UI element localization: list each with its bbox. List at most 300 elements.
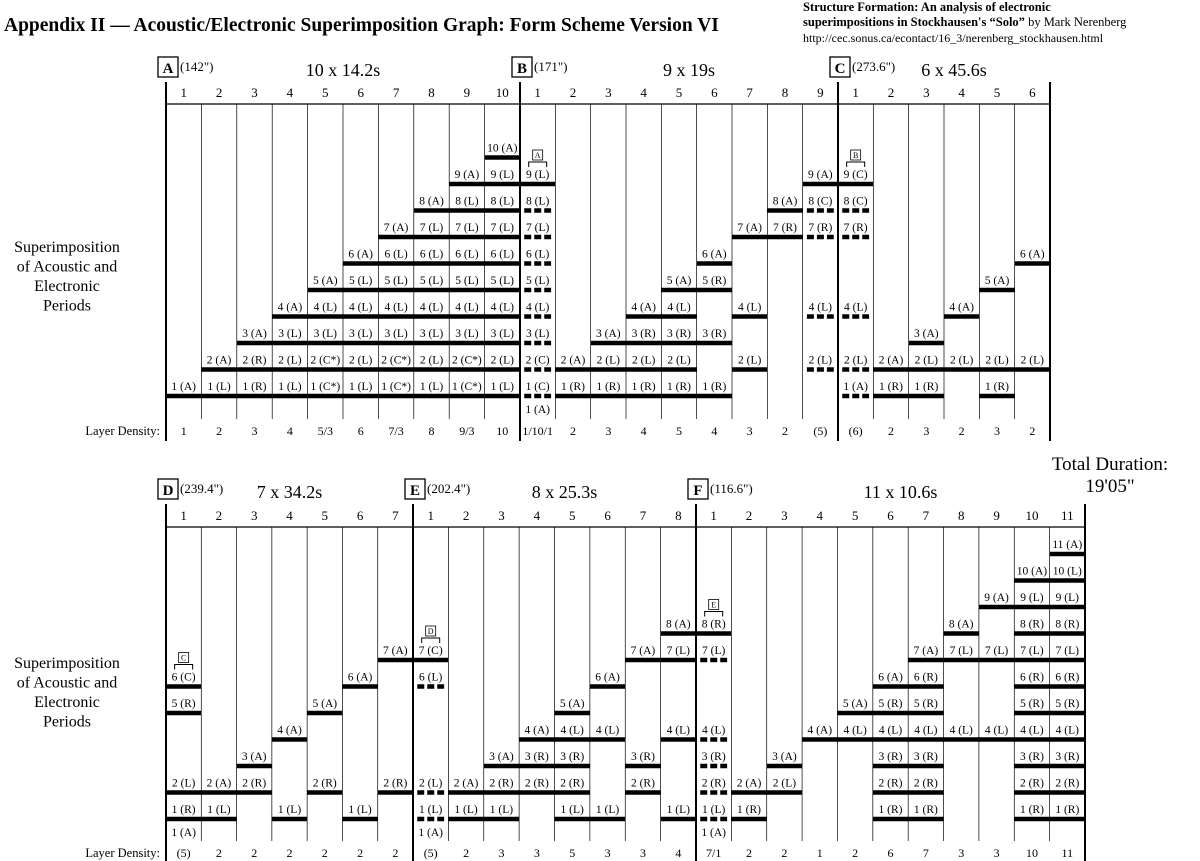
layer-label: 4 (L): [738, 301, 762, 314]
sub-first-label: 1 (A): [525, 404, 550, 416]
section-heading: 11 x 10.6s: [863, 482, 938, 502]
layer-label: 4 (L): [843, 724, 867, 737]
layer-label: 6 (R): [913, 671, 938, 684]
layer-label: 1 (L): [595, 804, 620, 816]
layer-density: 3: [993, 846, 1000, 860]
layer-label: 8 (R): [1019, 618, 1044, 631]
layer-label: 3 (R): [630, 751, 655, 763]
layer-label: 3 (L): [349, 328, 373, 340]
layer-label: 2 (A): [560, 354, 586, 367]
column-number: 9: [993, 508, 1000, 523]
left-label-line: Periods: [43, 297, 91, 315]
layer-label: 3 (R): [631, 328, 656, 340]
layer-density: 3: [604, 846, 611, 860]
column-number: 5: [675, 85, 683, 100]
column-number: 11: [1061, 508, 1074, 523]
layer-label: 1 (R): [561, 381, 585, 393]
section-d: [158, 479, 413, 861]
layer-label: 1 (L): [560, 804, 584, 816]
layer-label: 2 (C*): [452, 354, 482, 367]
layer-label: 2 (L): [632, 354, 656, 367]
layer-label: 1 (C*): [310, 381, 341, 393]
layer-label: 1 (L): [489, 804, 514, 816]
layer-label: 1 (L): [278, 381, 302, 393]
column-number: 10: [495, 85, 509, 100]
layer-label: 1 (R): [1019, 804, 1044, 816]
layer-label: 9 (A): [808, 169, 833, 181]
section-letter: B: [516, 61, 528, 77]
layer-label: 5 (L): [526, 275, 550, 287]
layer-label: 2 (R): [383, 777, 408, 790]
layer-label: 1 (R): [1055, 804, 1080, 816]
layer-label: 4 (A): [631, 301, 656, 314]
layer-label: 7 (L): [666, 645, 690, 657]
layer-label: 1 (R): [879, 381, 903, 393]
layer-label: 2 (R): [913, 777, 938, 790]
layer-label: 4 (A): [524, 724, 550, 737]
layer-density: 2: [392, 846, 399, 860]
rows-layer: [14, 57, 1085, 861]
layer-label: 1 (L): [207, 381, 231, 393]
sub-first-label: 1 (A): [171, 827, 196, 839]
layer-label: 6 (C): [171, 671, 196, 684]
layer-density: 2: [357, 846, 364, 860]
layer-label: 7 (R): [808, 222, 833, 234]
layer-density: 1/10/1: [522, 424, 554, 438]
layer-density: 2: [781, 846, 788, 860]
column-number: 4: [286, 85, 294, 100]
total-duration-label: Total Duration:: [1051, 454, 1169, 475]
layer-label: 3 (R): [913, 751, 938, 763]
density-label: Layer Density:: [85, 846, 160, 860]
column-number: 1: [852, 85, 859, 100]
layer-label: 5 (A): [984, 275, 1010, 287]
layer-label: 6 (L): [419, 671, 443, 684]
layer-label: 8 (L): [455, 195, 479, 208]
layer-label: 1 (R): [878, 804, 903, 816]
layer-label: 7 (L): [949, 645, 973, 657]
layer-label: 3 (R): [878, 751, 903, 763]
layer-label: 10 (A): [487, 142, 518, 155]
layer-label: 3 (R): [667, 328, 691, 340]
column-number: 3: [605, 85, 612, 100]
layer-label: 7 (A): [630, 645, 656, 657]
layer-density: 2: [215, 846, 222, 860]
layer-label: 1 (R): [914, 381, 939, 393]
section-duration: (273.6"): [852, 59, 896, 74]
column-number: 5: [993, 85, 1001, 100]
layer-label: 9 (A): [984, 592, 1009, 604]
layer-label: 7 (L): [702, 645, 726, 657]
layer-label: 4 (L): [384, 301, 408, 314]
column-number: 5: [322, 85, 329, 100]
layer-density: 2: [570, 424, 576, 438]
layer-label: 8 (L): [490, 195, 514, 208]
layer-label: 1 (A): [843, 381, 868, 393]
layer-density: 2: [251, 846, 258, 860]
layer-label: 4 (L): [595, 724, 620, 737]
column-number: 6: [604, 508, 611, 523]
layer-label: 1 (R): [737, 804, 762, 816]
layer-label: 8 (L): [526, 195, 550, 208]
column-number: 6: [356, 508, 364, 523]
layer-label: 5 (L): [419, 275, 444, 287]
layer-label: 7 (L): [455, 222, 479, 234]
layer-density: 4: [675, 846, 682, 860]
bracket-mark: [705, 612, 723, 617]
section-duration: (202.4"): [427, 481, 471, 496]
column-number: 9: [463, 85, 471, 100]
layer-label: 2 (L): [950, 354, 974, 367]
layer-label: 2 (A): [736, 777, 762, 790]
section-letter: D: [162, 483, 174, 499]
layer-label: 3 (R): [524, 751, 549, 763]
column-number: 9: [817, 85, 824, 100]
layer-label: 2 (R): [1055, 777, 1080, 790]
graph-row-2: [14, 479, 1085, 861]
layer-label: 3 (L): [526, 328, 550, 340]
layer-label: 9 (L): [490, 169, 514, 181]
layer-label: 2 (R): [242, 354, 267, 367]
density-label: Layer Density:: [85, 424, 160, 438]
layer-density: 2: [216, 424, 223, 438]
layer-label: 2 (R): [630, 777, 655, 790]
left-label-line: of Acoustic and: [16, 674, 118, 692]
layer-label: 2 (L): [914, 354, 938, 367]
column-number: 5: [321, 508, 329, 523]
column-number: 7: [639, 508, 647, 523]
section-heading: 7 x 34.2s: [256, 482, 323, 502]
layer-label: 3 (L): [384, 328, 408, 340]
layer-label: 5 (R): [1055, 698, 1080, 710]
layer-label: 6 (A): [347, 671, 373, 684]
left-label-line: Electronic: [34, 278, 100, 295]
layer-label: 2 (L): [419, 354, 444, 367]
layer-label: 10 (L): [1052, 565, 1082, 578]
column-number: 6: [711, 85, 718, 100]
layer-label: 3 (R): [1019, 751, 1044, 763]
layer-label: 9 (L): [1055, 592, 1079, 604]
layer-density: 11: [1061, 846, 1074, 860]
bracket-letter: D: [427, 627, 434, 636]
layer-label: 9 (L): [1020, 592, 1044, 604]
layer-label: 7 (L): [526, 222, 550, 234]
layer-label: 9 (L): [526, 169, 550, 181]
layer-label: 5 (A): [312, 698, 338, 710]
bracket-mark: [175, 665, 193, 670]
column-number: 4: [958, 85, 965, 100]
layer-label: 8 (A): [772, 195, 798, 208]
graph-row-1: [14, 57, 1050, 441]
column-number: 3: [251, 85, 258, 100]
bracket-mark: [529, 162, 547, 167]
section-duration: (142"): [180, 59, 214, 74]
section-a: [158, 57, 520, 441]
layer-density: 3: [605, 424, 612, 438]
left-label-line: Periods: [43, 713, 91, 731]
layer-label: 6 (R): [1019, 671, 1044, 684]
layer-label: 8 (C): [843, 195, 868, 208]
column-number: 8: [675, 508, 682, 523]
layer-label: 2 (R): [560, 777, 585, 790]
layer-label: 7 (A): [383, 645, 408, 657]
layer-label: 6 (A): [878, 671, 903, 684]
layer-label: 6 (A): [702, 248, 727, 261]
layer-density: 4: [640, 424, 647, 438]
column-number: 7: [746, 85, 753, 100]
section-letter: F: [693, 483, 703, 499]
column-number: 4: [286, 508, 293, 523]
layer-label: 4 (L): [419, 301, 444, 314]
layer-label: 5 (R): [913, 698, 938, 710]
layer-label: 7 (L): [1020, 645, 1044, 657]
layer-label: 2 (L): [844, 354, 868, 367]
layer-label: 8 (R): [701, 618, 726, 631]
layer-label: 7 (R): [773, 222, 797, 234]
column-number: 1: [710, 508, 717, 523]
layer-label: 4 (L): [313, 301, 337, 314]
section-duration: (116.6"): [710, 481, 753, 496]
layer-density: 3: [923, 424, 930, 438]
layer-label: 3 (A): [241, 751, 267, 763]
source-line-2-bold: superimpositions in Stockhausen's “Solo”: [803, 15, 1025, 29]
layer-label: 4 (A): [807, 724, 833, 737]
layer-label: 6 (L): [384, 248, 408, 261]
layer-label: 1 (C*): [452, 381, 482, 393]
column-number: 4: [816, 508, 824, 523]
layer-label: 2 (R): [312, 777, 337, 790]
layer-label: 7 (A): [913, 645, 939, 657]
column-number: 2: [887, 85, 895, 100]
layer-label: 2 (L): [596, 354, 620, 367]
layer-density: 2: [463, 846, 470, 860]
column-number: 6: [887, 508, 894, 523]
section-duration: (239.4"): [180, 481, 224, 496]
layer-label: 1 (L): [702, 804, 726, 816]
section-c: [830, 57, 1050, 441]
column-number: 1: [427, 508, 434, 523]
appendix-title: Appendix II — Acoustic/Electronic Superimposition Graph: Form Scheme Version VI: [4, 15, 719, 36]
layer-label: 3 (L): [455, 328, 479, 340]
layer-label: 4 (L): [844, 301, 868, 314]
layer-label: 2 (L): [985, 354, 1009, 367]
layer-label: 4 (L): [1055, 724, 1079, 737]
layer-density: 7/3: [388, 424, 404, 438]
layer-label: 6 (A): [595, 671, 620, 684]
layer-label: 4 (L): [560, 724, 584, 737]
layer-label: 8 (A): [419, 195, 444, 208]
layer-label: 5 (L): [455, 275, 479, 287]
section-letter: C: [834, 61, 846, 77]
layer-label: 3 (A): [914, 328, 939, 340]
sub-first-label: 1 (A): [418, 827, 443, 839]
layer-label: 5 (A): [842, 698, 868, 710]
column-number: 7: [392, 508, 399, 523]
layer-label: 2 (C*): [310, 354, 341, 367]
column-number: 3: [781, 508, 788, 523]
layer-label: 10 (A): [1016, 565, 1048, 578]
column-number: 2: [215, 508, 223, 523]
layer-density: 8: [428, 424, 435, 438]
bracket-letter: B: [852, 151, 859, 160]
layer-label: 7 (L): [419, 222, 444, 234]
bracket-mark: [422, 638, 440, 643]
layer-label: 5 (L): [384, 275, 408, 287]
column-number: 3: [498, 508, 505, 523]
layer-label: 6 (L): [455, 248, 479, 261]
layer-label: 6 (L): [419, 248, 444, 261]
layer-label: 1 (A): [171, 381, 196, 393]
layer-density: 10: [496, 424, 509, 438]
layer-label: 2 (L): [808, 354, 832, 367]
layer-label: 8 (A): [666, 618, 691, 631]
layer-label: 3 (R): [702, 328, 727, 340]
layer-density: (5): [813, 424, 828, 438]
layer-label: 4 (L): [455, 301, 479, 314]
layer-label: 5 (A): [559, 698, 585, 710]
layer-label: 1 (R): [702, 381, 727, 393]
layer-density: (5): [423, 846, 438, 860]
layer-label: 3 (A): [772, 751, 797, 763]
section-duration: (171"): [534, 59, 568, 74]
layer-label: 3 (R): [560, 751, 585, 763]
source-line-2: [803, 15, 1127, 29]
layer-label: 3 (L): [419, 328, 444, 340]
section-b: [512, 57, 838, 441]
layer-density: (5): [176, 846, 191, 860]
layer-label: 2 (L): [1020, 354, 1044, 367]
column-number: 3: [250, 508, 258, 523]
left-label-line: Superimposition: [14, 239, 120, 256]
layer-label: 3 (L): [313, 328, 337, 340]
layer-density: (6): [848, 424, 863, 438]
layer-label: 2 (A): [206, 354, 232, 367]
layer-density: 3: [994, 424, 1000, 438]
column-number: 5: [568, 508, 576, 523]
layer-density: 7/1: [706, 846, 722, 860]
layer-density: 3: [251, 424, 258, 438]
layer-label: 2 (R): [524, 777, 549, 790]
layer-label: 2 (R): [701, 777, 726, 790]
left-label-line: of Acoustic and: [16, 258, 118, 276]
layer-label: 7 (A): [383, 222, 409, 234]
column-number: 5: [851, 508, 859, 523]
bracket-letter: A: [534, 151, 541, 160]
layer-label: 1 (R): [171, 804, 196, 816]
layer-density: 4: [711, 424, 718, 438]
section-heading: 6 x 45.6s: [921, 60, 987, 80]
column-number: 8: [781, 85, 789, 100]
layer-density: 2: [958, 424, 965, 438]
layer-density: 5/3: [317, 424, 333, 438]
layer-label: 1 (L): [666, 804, 690, 816]
layer-density: 1: [816, 846, 823, 860]
layer-label: 6 (L): [490, 248, 514, 261]
layer-density: 4: [286, 424, 293, 438]
layer-label: 4 (L): [349, 301, 373, 314]
layer-label: 8 (R): [1055, 618, 1080, 631]
layer-label: 1 (L): [348, 804, 372, 816]
layer-label: 1 (R): [631, 381, 656, 393]
layer-label: 3 (A): [596, 328, 621, 340]
layer-label: 7 (R): [843, 222, 868, 234]
section-heading: 10 x 14.2s: [305, 60, 381, 80]
layer-label: 6 (A): [348, 248, 373, 261]
column-number: 1: [534, 85, 541, 100]
bracket-letter: C: [180, 653, 187, 663]
layer-label: 3 (A): [489, 751, 514, 763]
left-label-line: Electronic: [34, 694, 100, 711]
layer-label: 2 (L): [278, 354, 302, 367]
layer-label: 1 (R): [667, 381, 691, 393]
layer-density: 2: [888, 424, 894, 438]
layer-label: 7 (C): [418, 645, 443, 657]
layer-label: 2 (L): [419, 777, 443, 790]
layer-density: 3: [533, 846, 540, 860]
total-duration-value: 19'05": [1085, 476, 1135, 497]
column-number: 10: [1025, 508, 1039, 523]
layer-label: 9 (A): [454, 169, 480, 181]
source-url: http://cec.sonus.ca/econtact/16_3/nerenberg_stockhausen.html: [803, 31, 1104, 45]
layer-label: 2 (C*): [381, 354, 411, 367]
layer-density: 2: [321, 846, 328, 860]
layer-density: 3: [498, 846, 505, 860]
column-number: 2: [745, 508, 753, 523]
layer-density: 3: [746, 424, 753, 438]
layer-label: 3 (A): [242, 328, 267, 340]
bracket-letter: E: [711, 600, 717, 610]
layer-label: 1 (R): [913, 804, 938, 816]
layer-label: 3 (R): [1055, 751, 1080, 763]
layer-density: 3: [639, 846, 646, 860]
column-number: 3: [923, 85, 930, 100]
column-number: 2: [215, 85, 223, 100]
layer-label: 5 (L): [349, 275, 373, 287]
layer-label: 4 (L): [949, 724, 973, 737]
layer-label: 7 (L): [490, 222, 514, 234]
layer-density: 6: [887, 846, 894, 860]
layer-label: 1 (L): [419, 804, 443, 816]
layer-label: 1 (L): [419, 381, 444, 393]
section-letter: A: [162, 61, 174, 77]
layer-label: 5 (R): [1019, 698, 1044, 710]
column-number: 6: [1029, 85, 1036, 100]
column-number: 8: [957, 508, 965, 523]
layer-label: 2 (L): [738, 354, 762, 367]
layer-label: 6 (L): [526, 248, 550, 261]
layer-label: 1 (L): [349, 381, 373, 393]
layer-density: 2: [782, 424, 788, 438]
layer-label: 11 (A): [1052, 539, 1083, 551]
layer-label: 3 (L): [278, 328, 302, 340]
layer-label: 4 (L): [490, 301, 514, 314]
layer-label: 4 (L): [1020, 724, 1044, 737]
layer-label: 3 (L): [490, 328, 514, 340]
layer-label: 3 (R): [701, 751, 726, 763]
layer-label: 1 (R): [596, 381, 621, 393]
layer-density: 2: [746, 846, 753, 860]
layer-label: 1 (L): [454, 804, 478, 816]
layer-label: 5 (A): [313, 275, 338, 287]
layer-label: 2 (A): [206, 777, 232, 790]
layer-label: 5 (R): [702, 275, 727, 287]
layer-label: 1 (C): [525, 381, 550, 393]
layer-label: 6 (A): [1020, 248, 1045, 261]
layer-label: 4 (A): [949, 301, 974, 314]
column-number: 8: [428, 85, 435, 100]
source-line-1: Structure Formation: An analysis of electronic: [803, 0, 1051, 14]
column-number: 2: [462, 508, 470, 523]
